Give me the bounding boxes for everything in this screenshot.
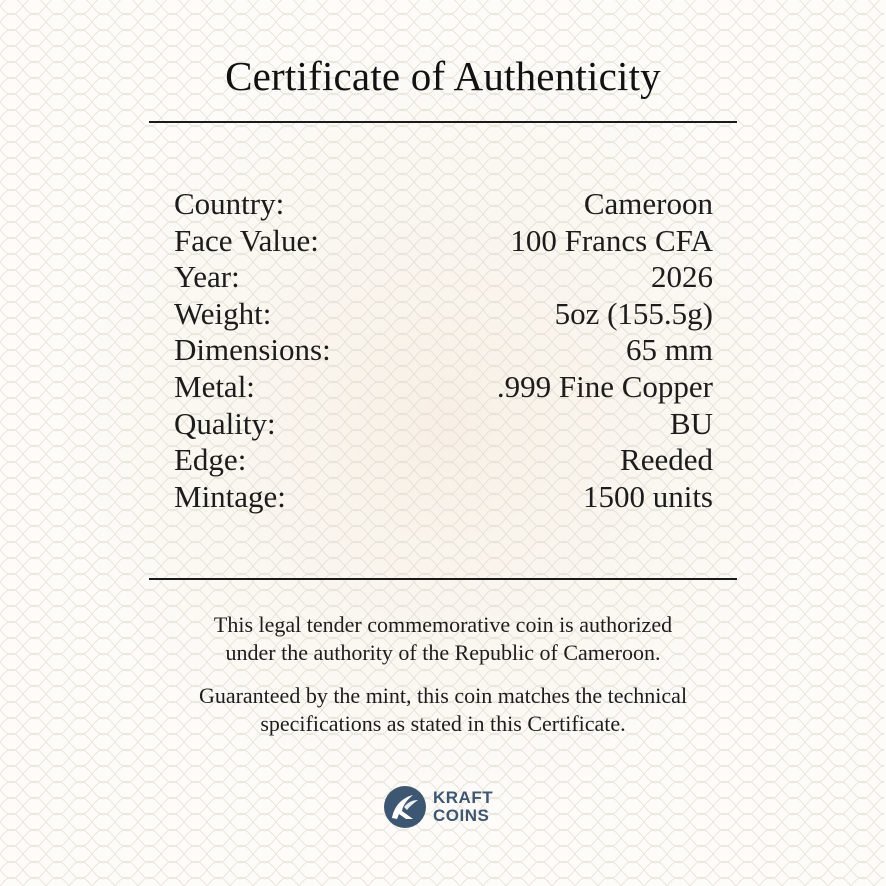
- spec-value: 100 Francs CFA: [510, 222, 713, 258]
- guarantee-statement: [0, 682, 886, 738]
- kraft-coins-logo: [383, 784, 493, 830]
- spec-row-country: [174, 186, 713, 223]
- legal-line: This legal tender commemorative coin is authorized: [213, 612, 673, 637]
- logo-line: COINS: [433, 806, 490, 825]
- spec-value: Cameroon: [583, 186, 713, 221]
- kraft-coins-logo-icon: [383, 785, 427, 829]
- legal-line: under the authority of the Republic of Cameroon.: [225, 640, 661, 665]
- spec-label: Dimensions:: [174, 332, 331, 368]
- top-divider: [149, 121, 737, 123]
- spec-label: Country:: [174, 186, 285, 221]
- spec-value: .999 Fine Copper: [496, 368, 713, 404]
- spec-label: Face Value:: [174, 222, 319, 258]
- spec-row-dimensions: [174, 332, 713, 369]
- spec-label: Year:: [174, 259, 240, 295]
- spec-value: 1500 units: [582, 478, 713, 514]
- certificate-title: Certificate of Authenticity: [225, 53, 661, 99]
- legal-statement: [0, 611, 886, 667]
- guarantee-line: specifications as stated in this Certificate.: [260, 711, 626, 736]
- logo-line: KRAFT: [433, 788, 494, 807]
- spec-label: Edge:: [174, 442, 247, 478]
- spec-row-edge: [174, 442, 713, 479]
- spec-row-year: [174, 259, 713, 296]
- spec-list: [174, 186, 713, 515]
- spec-value: BU: [669, 405, 713, 441]
- spec-value: 65 mm: [626, 332, 713, 368]
- spec-value: 2026: [651, 259, 713, 295]
- spec-label: Weight:: [174, 295, 272, 331]
- spec-row-face-value: [174, 223, 713, 260]
- logo-wordmark: [433, 789, 493, 825]
- bottom-divider: [149, 578, 737, 580]
- spec-value: 5oz (155.5g): [554, 295, 713, 331]
- spec-row-weight: [174, 296, 713, 333]
- spec-value: Reeded: [620, 442, 713, 478]
- spec-row-quality: [174, 406, 713, 443]
- spec-label: Metal:: [174, 368, 255, 404]
- spec-label: Mintage:: [174, 478, 286, 514]
- spec-row-metal: [174, 369, 713, 406]
- guarantee-line: Guaranteed by the mint, this coin matches the technical: [198, 683, 688, 708]
- spec-label: Quality:: [174, 405, 276, 441]
- spec-row-mintage: [174, 479, 713, 516]
